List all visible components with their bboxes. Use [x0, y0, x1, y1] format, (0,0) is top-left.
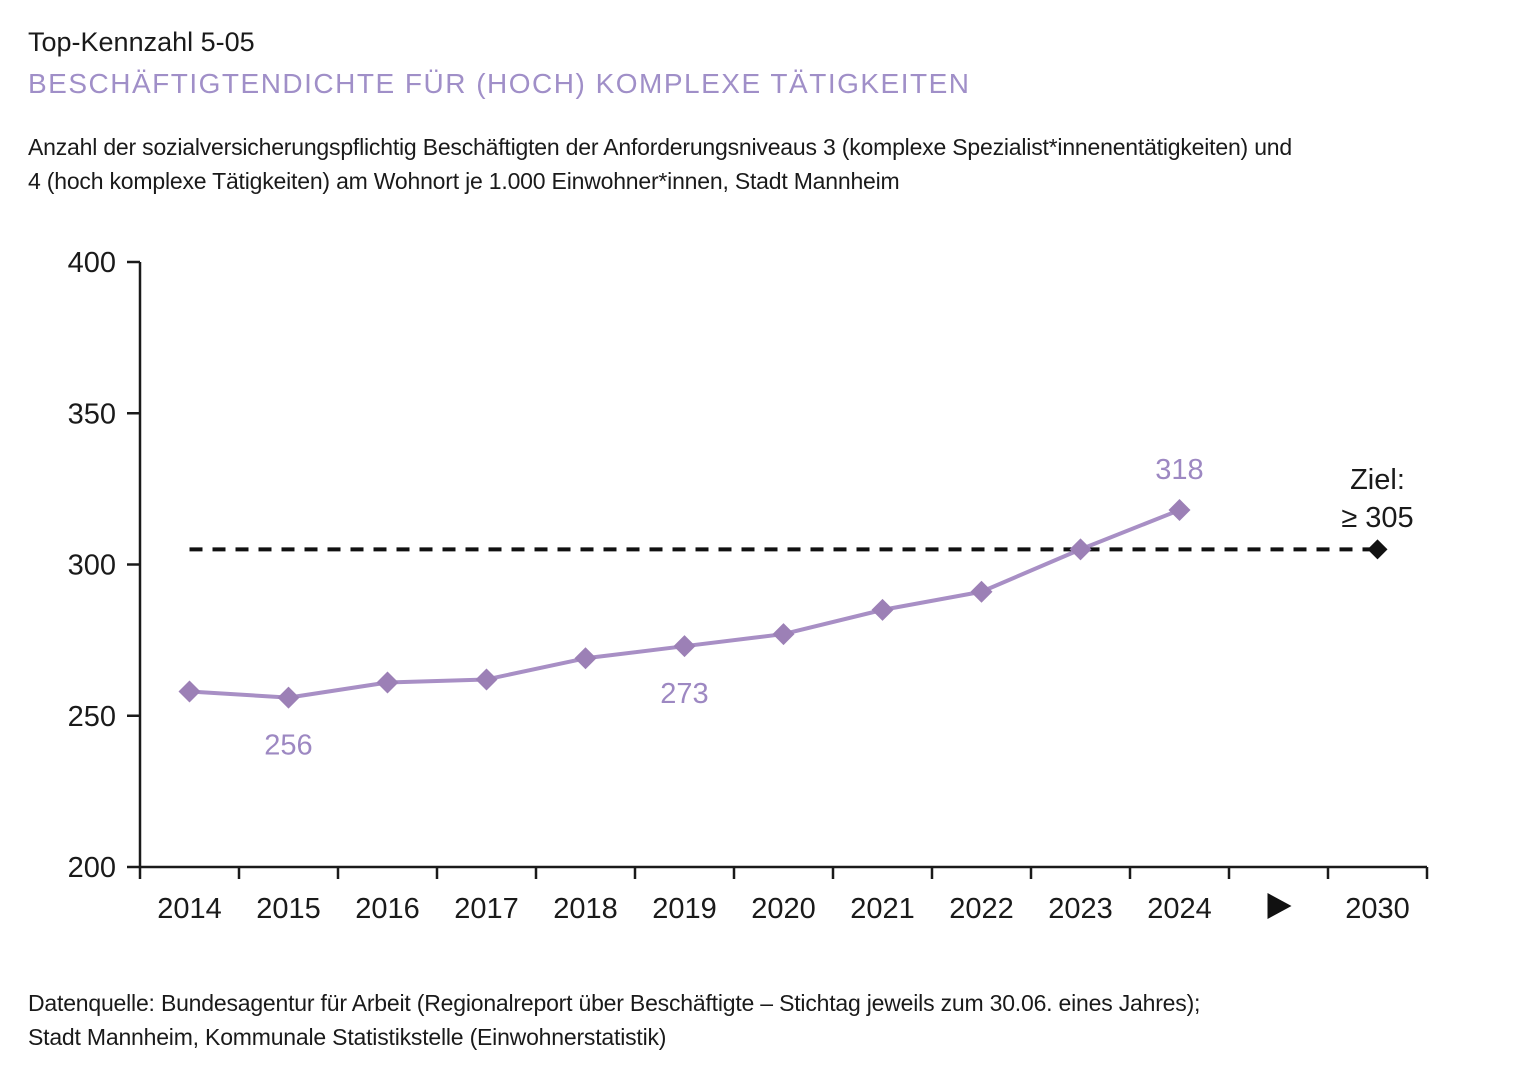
x-axis-label-2024: 2024: [1147, 893, 1212, 925]
data-point-2014: [179, 681, 201, 703]
series-line: [190, 510, 1180, 698]
data-point-2020: [773, 623, 795, 645]
x-axis-label-2030: 2030: [1345, 893, 1410, 925]
target-label-line1: Ziel:: [1350, 464, 1405, 496]
y-axis-label-200: 200: [67, 852, 116, 884]
x-axis-label-2022: 2022: [949, 893, 1014, 925]
x-axis-label-2017: 2017: [454, 893, 519, 925]
x-axis-label-2016: 2016: [355, 893, 420, 925]
point-label-2024: 318: [1155, 454, 1204, 487]
data-source: [28, 986, 1200, 1054]
data-point-2016: [377, 671, 399, 693]
kicker: Top-Kennzahl 5-05: [28, 27, 255, 57]
data-point-2019: [674, 635, 696, 657]
data-point-2022: [971, 581, 993, 603]
data-point-2024: [1169, 499, 1191, 521]
target-label-line2: ≥ 305: [1341, 502, 1414, 534]
x-axis-label-2021: 2021: [850, 893, 915, 925]
axes: [140, 262, 1427, 867]
target-point-2030: [1368, 539, 1388, 559]
line-chart: [0, 230, 1524, 970]
chart-description: [28, 130, 1292, 198]
x-axis-label-2019: 2019: [652, 893, 717, 925]
x-axis-label-2023: 2023: [1048, 893, 1113, 925]
data-point-2015: [278, 687, 300, 709]
y-axis-label-250: 250: [67, 700, 116, 733]
data-point-2017: [476, 668, 498, 690]
description-line-1: Anzahl der sozialversicherungspflichtig Beschäftigten der Anforderungsniveaus 3 (komplexe Spezialist*innenentätigkeiten) und: [28, 134, 1292, 160]
point-label-2015: 256: [264, 729, 313, 762]
source-line-1: Datenquelle: Bundesagentur für Arbeit (Regionalreport über Beschäftigte – Stichtag jeweils zum 30.06. eines Jahres);: [28, 990, 1201, 1016]
x-axis-label-2014: 2014: [157, 893, 222, 925]
x-axis-label-2020: 2020: [751, 893, 816, 925]
page-title: BESCHÄFTIGTENDICHTE FÜR (HOCH) KOMPLEXE TÄTIGKEITEN: [28, 68, 971, 99]
point-label-2019: 273: [660, 678, 709, 711]
y-axis-label-350: 350: [67, 398, 116, 431]
x-axis-label-2015: 2015: [256, 893, 321, 925]
data-point-2023: [1070, 538, 1092, 560]
y-axis-label-300: 300: [67, 549, 116, 582]
chart-svg: [0, 230, 1524, 970]
x-axis-label-2018: 2018: [553, 893, 618, 925]
description-line-2: 4 (hoch komplexe Tätigkeiten) am Wohnort je 1.000 Einwohner*innen, Stadt Mannheim: [28, 168, 900, 194]
data-point-2018: [575, 647, 597, 669]
source-line-2: Stadt Mannheim, Kommunale Statistikstelle (Einwohnerstatistik): [28, 1024, 667, 1050]
data-point-2021: [872, 599, 894, 621]
y-axis-label-400: 400: [67, 247, 116, 279]
axis-break-arrow-icon: [1268, 893, 1292, 919]
